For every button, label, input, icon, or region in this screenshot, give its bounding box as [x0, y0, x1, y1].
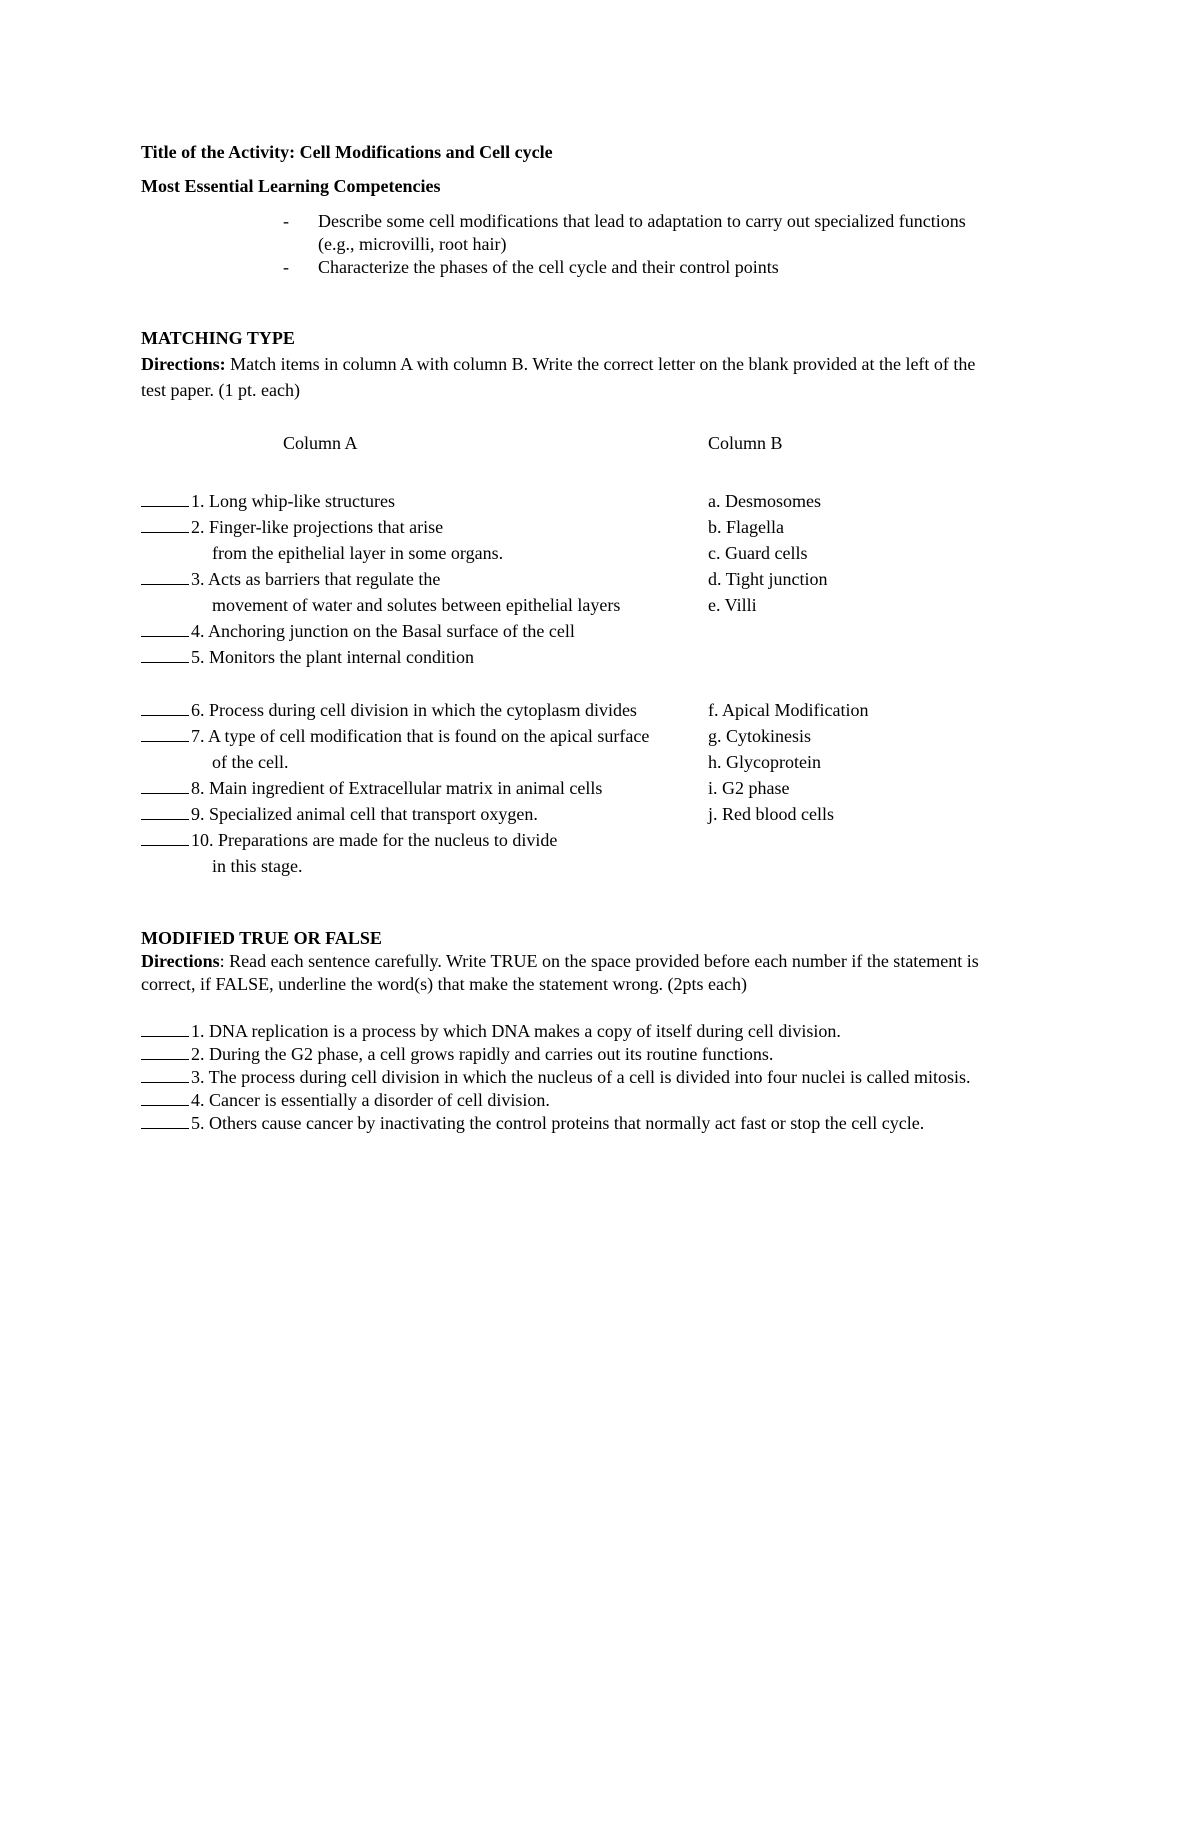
item-text: 5. Others cause cancer by inactivating the control proteins that normally act fast or stop the cell cycle.	[191, 1113, 925, 1133]
answer-blank[interactable]	[141, 1066, 189, 1083]
matching-directions-cont: test paper. (1 pt. each)	[141, 380, 300, 400]
matching-item	[141, 803, 538, 826]
matching-heading: MATCHING TYPE	[141, 328, 295, 348]
answer-blank[interactable]	[141, 568, 189, 585]
matching-item	[141, 725, 649, 748]
matching-item	[141, 777, 602, 800]
competency-text-cont: (e.g., microvilli, root hair)	[318, 234, 507, 254]
competency-text: Characterize the phases of the cell cycle and their control points	[318, 257, 779, 277]
answer-blank[interactable]	[141, 490, 189, 507]
item-text: 8. Main ingredient of Extracellular matrix in animal cells	[191, 778, 603, 798]
matching-item	[141, 646, 474, 669]
bullet-dash: -	[283, 257, 289, 277]
matching-item	[141, 490, 395, 513]
column-b-option: e. Villi	[708, 595, 757, 615]
true-false-item	[141, 1089, 550, 1112]
item-text: 1. Long whip-like structures	[191, 491, 395, 511]
matching-item	[141, 829, 557, 852]
column-b-option: h. Glycoprotein	[708, 752, 821, 772]
answer-blank[interactable]	[141, 1043, 189, 1060]
matching-item	[141, 699, 637, 722]
activity-title: Title of the Activity: Cell Modifications and Cell cycle	[141, 142, 553, 162]
item-text: 10. Preparations are made for the nucleus to divide	[191, 830, 558, 850]
answer-blank[interactable]	[141, 699, 189, 716]
matching-item	[141, 568, 440, 591]
item-text: 4. Anchoring junction on the Basal surface of the cell	[191, 621, 575, 641]
item-text: 7. A type of cell modification that is found on the apical surface	[191, 726, 650, 746]
item-text: 6. Process during cell division in which the cytoplasm divides	[191, 700, 637, 720]
column-b-option: a. Desmosomes	[708, 491, 821, 511]
directions-label: Directions:	[141, 354, 226, 374]
item-text: 1. DNA replication is a process by which DNA makes a copy of itself during cell division.	[191, 1021, 841, 1041]
column-b-option: b. Flagella	[708, 517, 784, 537]
item-text: 3. Acts as barriers that regulate the	[191, 569, 441, 589]
column-b-heading: Column B	[708, 433, 783, 453]
item-text-cont: from the epithelial layer in some organs.	[212, 543, 504, 563]
answer-blank[interactable]	[141, 1089, 189, 1106]
directions-text: Match items in column A with column B. Write the correct letter on the blank provided at the left of the	[225, 354, 976, 374]
item-text: 5. Monitors the plant internal condition	[191, 647, 474, 667]
competency-text: Describe some cell modifications that lead to adaptation to carry out specialized functions	[318, 211, 966, 231]
true-false-item	[141, 1020, 841, 1043]
column-b-option: f. Apical Modification	[708, 700, 869, 720]
matching-item	[141, 620, 575, 643]
item-text: 3. The process during cell division in which the nucleus of a cell is divided into four nuclei is called mitosis.	[191, 1067, 971, 1087]
item-text: 4. Cancer is essentially a disorder of cell division.	[191, 1090, 550, 1110]
matching-item	[141, 516, 443, 539]
true-false-item	[141, 1043, 773, 1066]
column-b-option: c. Guard cells	[708, 543, 808, 563]
true-false-item	[141, 1112, 924, 1135]
true-false-heading: MODIFIED TRUE OR FALSE	[141, 928, 382, 948]
answer-blank[interactable]	[141, 516, 189, 533]
directions-label: Directions	[141, 951, 220, 971]
item-text: 9. Specialized animal cell that transport oxygen.	[191, 804, 538, 824]
item-text: 2. Finger-like projections that arise	[191, 517, 444, 537]
bullet-dash: -	[283, 211, 289, 231]
answer-blank[interactable]	[141, 777, 189, 794]
item-text-cont: of the cell.	[212, 752, 289, 772]
directions-text: : Read each sentence carefully. Write TRUE on the space provided before each number if the statement is	[219, 951, 979, 971]
item-text-cont: movement of water and solutes between epithelial layers	[212, 595, 621, 615]
answer-blank[interactable]	[141, 1112, 189, 1129]
true-false-item	[141, 1066, 971, 1089]
answer-blank[interactable]	[141, 803, 189, 820]
true-false-directions-cont: correct, if FALSE, underline the word(s) that make the statement wrong. (2pts each)	[141, 974, 747, 994]
item-text: 2. During the G2 phase, a cell grows rapidly and carries out its routine functions.	[191, 1044, 774, 1064]
melc-heading: Most Essential Learning Competencies	[141, 176, 441, 196]
matching-directions	[141, 353, 975, 376]
answer-blank[interactable]	[141, 829, 189, 846]
answer-blank[interactable]	[141, 1020, 189, 1037]
column-b-option: d. Tight junction	[708, 569, 828, 589]
column-b-option: j. Red blood cells	[708, 804, 834, 824]
item-text-cont: in this stage.	[212, 856, 303, 876]
column-a-heading: Column A	[283, 433, 358, 453]
true-false-directions	[141, 950, 979, 973]
answer-blank[interactable]	[141, 725, 189, 742]
answer-blank[interactable]	[141, 646, 189, 663]
column-b-option: g. Cytokinesis	[708, 726, 812, 746]
column-b-option: i. G2 phase	[708, 778, 790, 798]
answer-blank[interactable]	[141, 620, 189, 637]
